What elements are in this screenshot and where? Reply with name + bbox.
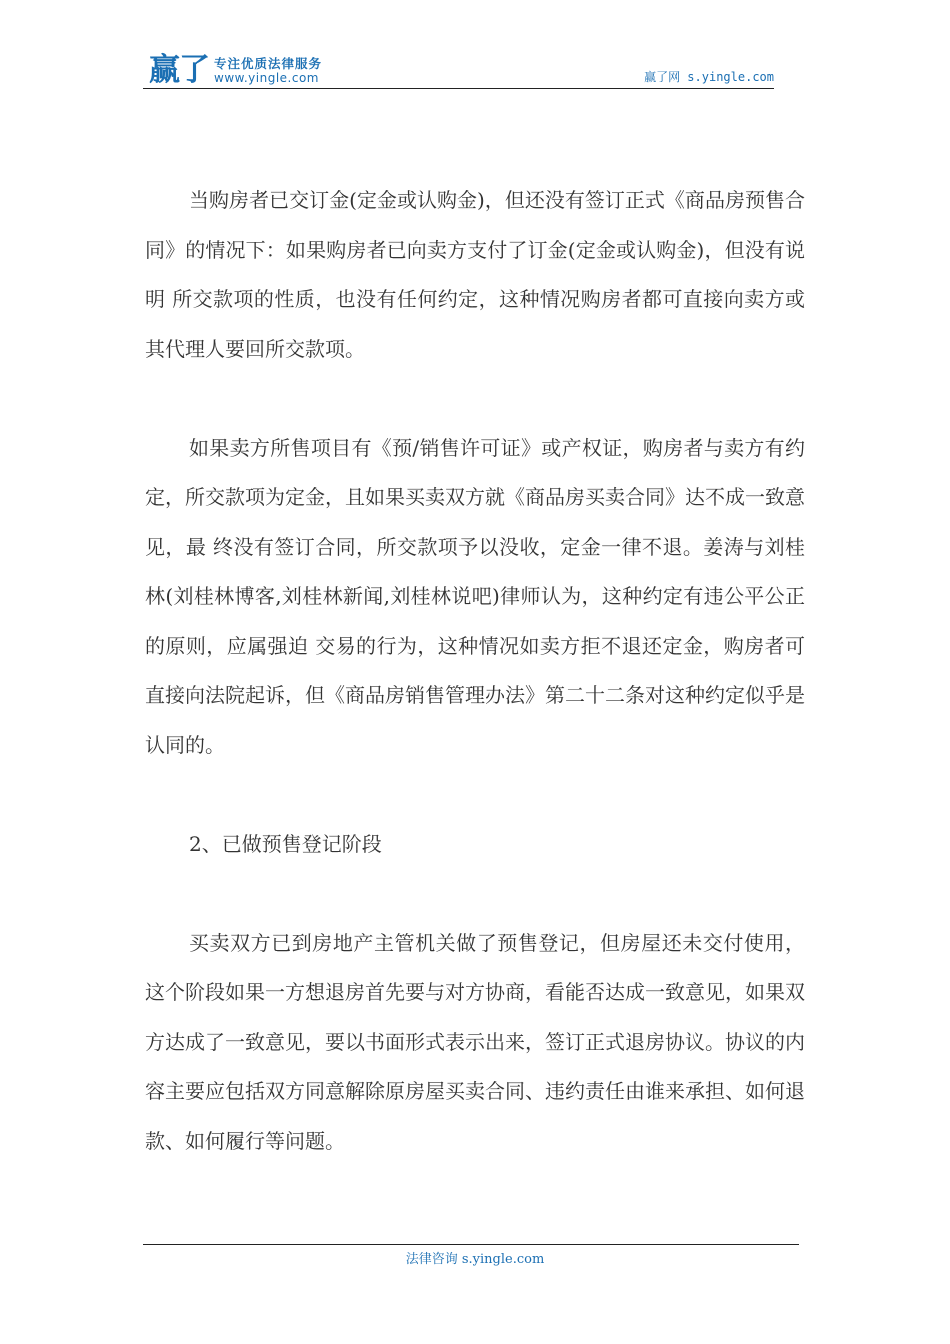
page-footer [0,1248,950,1267]
paragraph-3: 买卖双方已到房地产主管机关做了预售登记，但房屋还未交付使用，这个阶段如果一方想退房首先要与对方协商，看能否达成一致意见，如果双方达成了一致意见，要以书面形式表示出来，签订正式退房协议。协议的内容主要应包括双方同意解除原房屋买卖合同、违约责任由谁来承担、如何退款、如何履行等问题。 [145,930,805,1153]
section-heading: 2、已做预售登记阶段 [189,831,382,856]
page-header [143,48,774,89]
logo-text [214,56,322,86]
site-link[interactable]: 赢了网 s.yingle.com [644,70,774,84]
footer-divider [143,1244,799,1245]
site-logo[interactable] [149,48,322,86]
logo-url[interactable]: www.yingle.com [214,71,319,85]
paragraph-gap [145,869,805,919]
paragraph-1: 当购房者已交订金(定金或认购金)，但还没有签订正式《商品房预售合同》的情况下：如果购房者已向卖方支付了订金(定金或认购金)，但没有说明 所交款项的性质，也没有任何约定，这种情况购房者都可直接向卖方或其代理人要回所交款项。 [145,188,805,361]
footer-link[interactable]: 法律咨询 s.yingle.com [405,1252,545,1267]
logo-slogan: 专注优质法律服务 [214,56,323,71]
paragraph-gap [145,374,805,424]
document-body [145,176,805,1166]
logo-mark: 赢了 [149,52,209,88]
paragraph-2: 如果卖方所售项目有《预/销售许可证》或产权证，购房者与卖方有约定，所交款项为定金，且如果买卖双方就《商品房买卖合同》达不成一致意见，最 终没有签订合同，所交款项予以没收，定金一律不退。姜涛与刘桂林(刘桂林博客,刘桂林新闻,刘桂林说吧)律师认为，这种约定有违公平公正的原则，应属强迫 交易的行为，这种情况如卖方拒不退还定金，购房者可直接向法院起诉，但《商品房销售管理办法》第二十二条对这种约定似乎是认同的。 [145,435,805,757]
paragraph-gap [145,770,805,820]
